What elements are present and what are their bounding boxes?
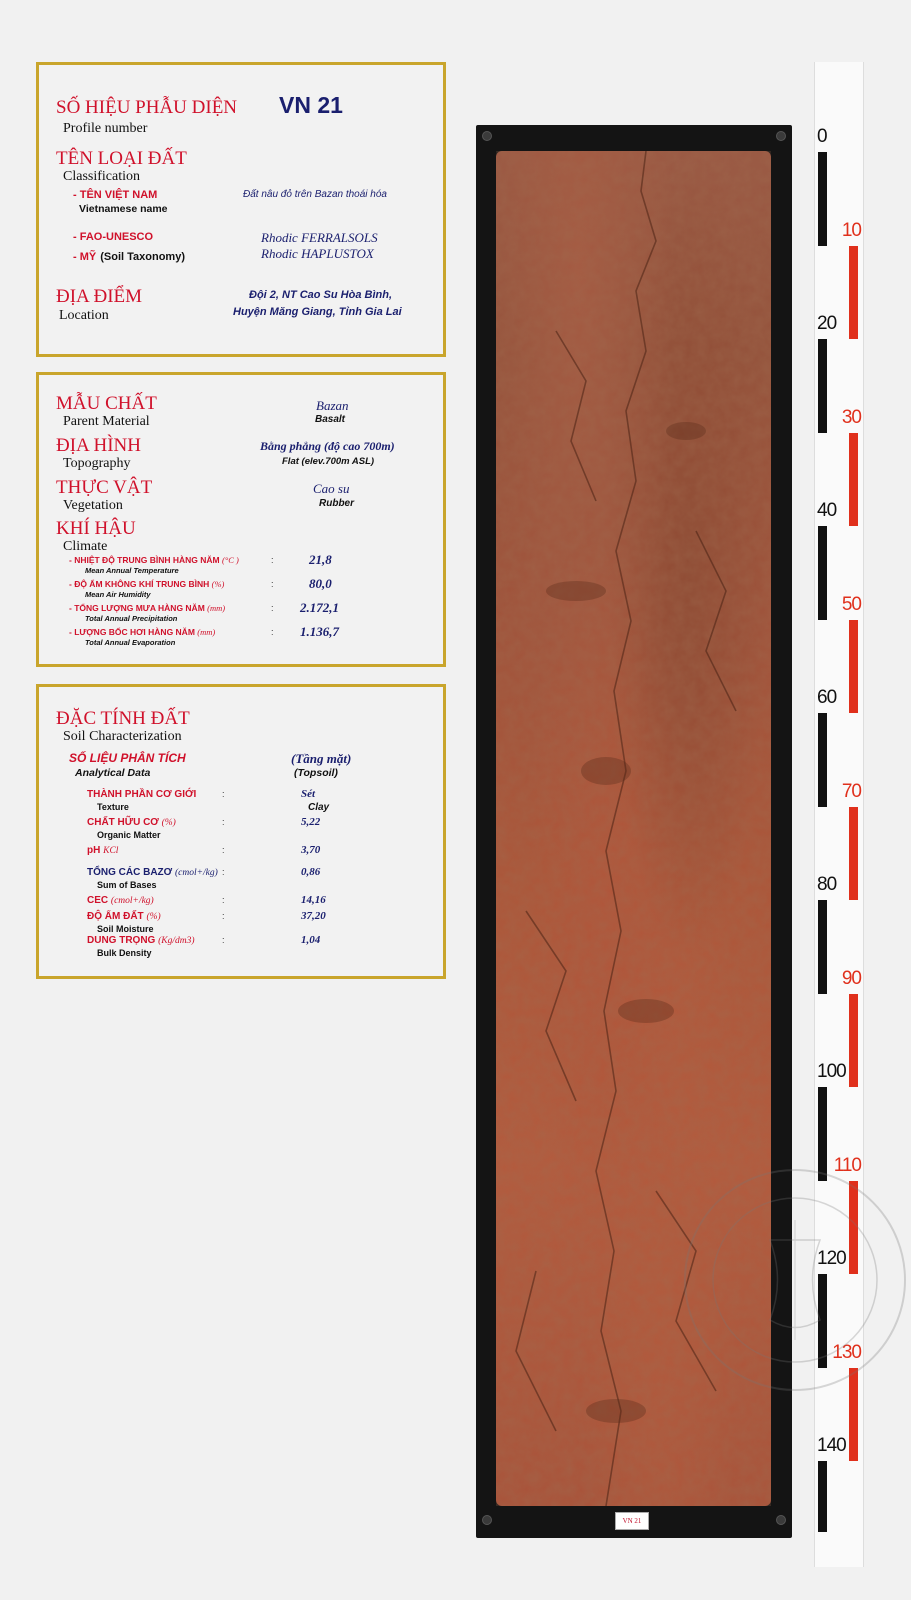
us-value: Rhodic HAPLUSTOX bbox=[261, 246, 374, 261]
us-label-paren: (Soil Taxonomy) bbox=[100, 251, 185, 263]
climate-label-en: Total Annual Precipitation bbox=[85, 614, 178, 623]
soil-title-en: Soil Characterization bbox=[63, 729, 182, 744]
soil-prop-colon: : bbox=[222, 817, 225, 827]
soil-prop-label: CHẤT HỮU CƠ (%) bbox=[87, 817, 176, 828]
ruler-black-segment bbox=[818, 713, 827, 807]
climate-label: - LƯỢNG BỐC HƠI HÀNG NĂM (mm) bbox=[69, 627, 216, 637]
screw-icon bbox=[776, 131, 786, 141]
ruler-tick-label: 20 bbox=[817, 313, 837, 334]
parent-title-en: Parent Material bbox=[63, 414, 150, 429]
ruler-black-segment bbox=[818, 526, 827, 620]
soil-prop-label-en: Sum of Bases bbox=[97, 880, 157, 890]
monolith-tag: VN 21 bbox=[615, 1512, 649, 1530]
topo-title-en: Topography bbox=[63, 456, 131, 471]
ruler-black-segment bbox=[818, 1461, 827, 1532]
ruler-tick-label: 100 bbox=[817, 1061, 846, 1082]
ruler-tick-label: 10 bbox=[841, 219, 861, 241]
climate-value: 1.136,7 bbox=[300, 624, 339, 639]
soil-prop-colon: : bbox=[222, 895, 225, 905]
soil-prop-value: 3,70 bbox=[301, 844, 321, 856]
analytical-title: SỐ LIỆU PHÂN TÍCH bbox=[69, 751, 186, 765]
profile-panel bbox=[36, 62, 446, 357]
vn-name-value: Đất nâu đỏ trên Bazan thoái hóa bbox=[243, 189, 387, 200]
veg-value: Cao su bbox=[313, 481, 350, 496]
soil-prop-colon: : bbox=[222, 789, 225, 799]
ruler-tick-label: 80 bbox=[817, 874, 837, 895]
soil-prop-label: ĐỘ ẨM ĐẤT (%) bbox=[87, 911, 161, 922]
soil-prop-label-en: Texture bbox=[97, 802, 129, 812]
ruler-tick-label: 30 bbox=[841, 406, 861, 428]
classification-title-en: Classification bbox=[63, 169, 140, 184]
soil-prop-colon: : bbox=[222, 867, 225, 877]
environment-panel bbox=[36, 372, 446, 667]
fao-value: Rhodic FERRALSOLS bbox=[261, 230, 378, 245]
vn-name-label: - TÊN VIỆT NAM bbox=[73, 189, 158, 201]
profile-title: SỐ HIỆU PHẪU DIỆN bbox=[56, 97, 238, 118]
soil-prop-colon: : bbox=[222, 845, 225, 855]
ruler-tick-label: 0 bbox=[817, 126, 827, 147]
ruler-tick-label: 120 bbox=[817, 1248, 846, 1269]
parent-title: MẪU CHẤT bbox=[56, 393, 157, 414]
veg-title-en: Vegetation bbox=[63, 498, 123, 513]
climate-label-en: Total Annual Evaporation bbox=[85, 638, 176, 647]
soil-prop-label: pH KCl bbox=[87, 845, 119, 856]
soil-prop-label-en: Bulk Density bbox=[97, 948, 152, 958]
profile-number: VN 21 bbox=[279, 92, 343, 118]
ruler-tick-label: 50 bbox=[841, 593, 861, 615]
climate-colon: : bbox=[271, 579, 274, 589]
soil-prop-value: 37,20 bbox=[301, 910, 326, 922]
climate-value: 2.172,1 bbox=[300, 600, 339, 615]
climate-label-en: Mean Air Humidity bbox=[85, 590, 151, 599]
ruler-tick-label: 140 bbox=[817, 1435, 846, 1456]
ruler-red-segment bbox=[849, 994, 858, 1088]
ruler-black-segment bbox=[818, 900, 827, 994]
ruler-red-segment bbox=[849, 433, 858, 527]
climate-label: - TỔNG LƯỢNG MƯA HÀNG NĂM (mm) bbox=[69, 603, 226, 613]
topo-value: Bằng phẳng (độ cao 700m) bbox=[260, 439, 395, 453]
climate-label: - NHIỆT ĐỘ TRUNG BÌNH HÀNG NĂM (°C ) bbox=[69, 555, 239, 565]
soil-prop-label: THÀNH PHẦN CƠ GIỚI bbox=[87, 789, 197, 800]
soil-title: ĐẶC TÍNH ĐẤT bbox=[56, 708, 190, 729]
ruler-red-segment bbox=[849, 246, 858, 340]
institute-seal-watermark bbox=[675, 1160, 911, 1400]
ruler-red-segment bbox=[849, 620, 858, 714]
screw-icon bbox=[482, 131, 492, 141]
climate-label-en: Mean Annual Temperature bbox=[85, 566, 179, 575]
ruler-tick-label: 90 bbox=[841, 967, 861, 989]
climate-title: KHÍ HẬU bbox=[56, 518, 136, 539]
soil-panel bbox=[36, 684, 446, 979]
topo-value-en: Flat (elev.700m ASL) bbox=[282, 456, 375, 467]
parent-value-en: Basalt bbox=[315, 414, 346, 425]
location-title: ĐỊA ĐIỂM bbox=[56, 286, 143, 307]
us-label-row bbox=[73, 247, 185, 265]
profile-title-en: Profile number bbox=[63, 121, 148, 136]
fao-label: - FAO-UNESCO bbox=[73, 231, 154, 243]
climate-colon: : bbox=[271, 627, 274, 637]
soil-prop-colon: : bbox=[222, 911, 225, 921]
layer-label-en: (Topsoil) bbox=[294, 767, 338, 779]
location-line2: Huyện Măng Giang, Tỉnh Gia Lai bbox=[233, 306, 402, 318]
ruler-black-segment bbox=[818, 339, 827, 433]
parent-value: Bazan bbox=[316, 398, 349, 413]
ruler-tick-label: 60 bbox=[817, 687, 837, 708]
climate-colon: : bbox=[271, 603, 274, 613]
location-title-en: Location bbox=[59, 308, 109, 323]
us-label: - MỸ bbox=[73, 251, 97, 263]
ruler-tick-label: 40 bbox=[817, 500, 837, 521]
screw-icon bbox=[776, 1515, 786, 1525]
ruler-tick-label: 130 bbox=[832, 1341, 861, 1363]
soil-prop-value: Sét bbox=[301, 788, 316, 800]
climate-value: 21,8 bbox=[309, 552, 332, 567]
soil-prop-value-en: Clay bbox=[308, 802, 330, 813]
location-line1: Đội 2, NT Cao Su Hòa Bình, bbox=[249, 289, 393, 301]
ruler-black-segment bbox=[818, 152, 827, 246]
soil-prop-label: DUNG TRỌNG (Kg/dm3) bbox=[87, 935, 195, 946]
soil-prop-label-en: Organic Matter bbox=[97, 830, 161, 840]
climate-colon: : bbox=[271, 555, 274, 565]
layer-label: (Tầng mặt) bbox=[291, 751, 352, 766]
climate-value: 80,0 bbox=[309, 576, 332, 591]
analytical-title-en: Analytical Data bbox=[75, 767, 151, 779]
soil-prop-label: TỔNG CÁC BAZƠ (cmol+/kg) bbox=[87, 867, 218, 878]
climate-label: - ĐỘ ẨM KHÔNG KHÍ TRUNG BÌNH (%) bbox=[69, 579, 225, 589]
climate-title-en: Climate bbox=[63, 539, 108, 554]
ruler-red-segment bbox=[849, 807, 858, 901]
soil-prop-value: 1,04 bbox=[301, 934, 321, 946]
screw-icon bbox=[482, 1515, 492, 1525]
veg-title: THỰC VẬT bbox=[56, 477, 153, 498]
soil-prop-value: 14,16 bbox=[301, 894, 326, 906]
ruler-tick-label: 70 bbox=[841, 780, 861, 802]
topo-title: ĐỊA HÌNH bbox=[56, 435, 141, 456]
vn-name-label-en: Vietnamese name bbox=[79, 203, 168, 215]
veg-value-en: Rubber bbox=[319, 498, 354, 509]
soil-prop-value: 0,86 bbox=[301, 866, 321, 878]
soil-prop-colon: : bbox=[222, 935, 225, 945]
classification-title: TÊN LOẠI ĐẤT bbox=[56, 148, 187, 169]
soil-prop-label-en: Soil Moisture bbox=[97, 924, 154, 934]
ruler-tick-label: 110 bbox=[833, 1154, 861, 1176]
soil-prop-value: 5,22 bbox=[301, 816, 321, 828]
soil-prop-label: CEC (cmol+/kg) bbox=[87, 895, 154, 906]
